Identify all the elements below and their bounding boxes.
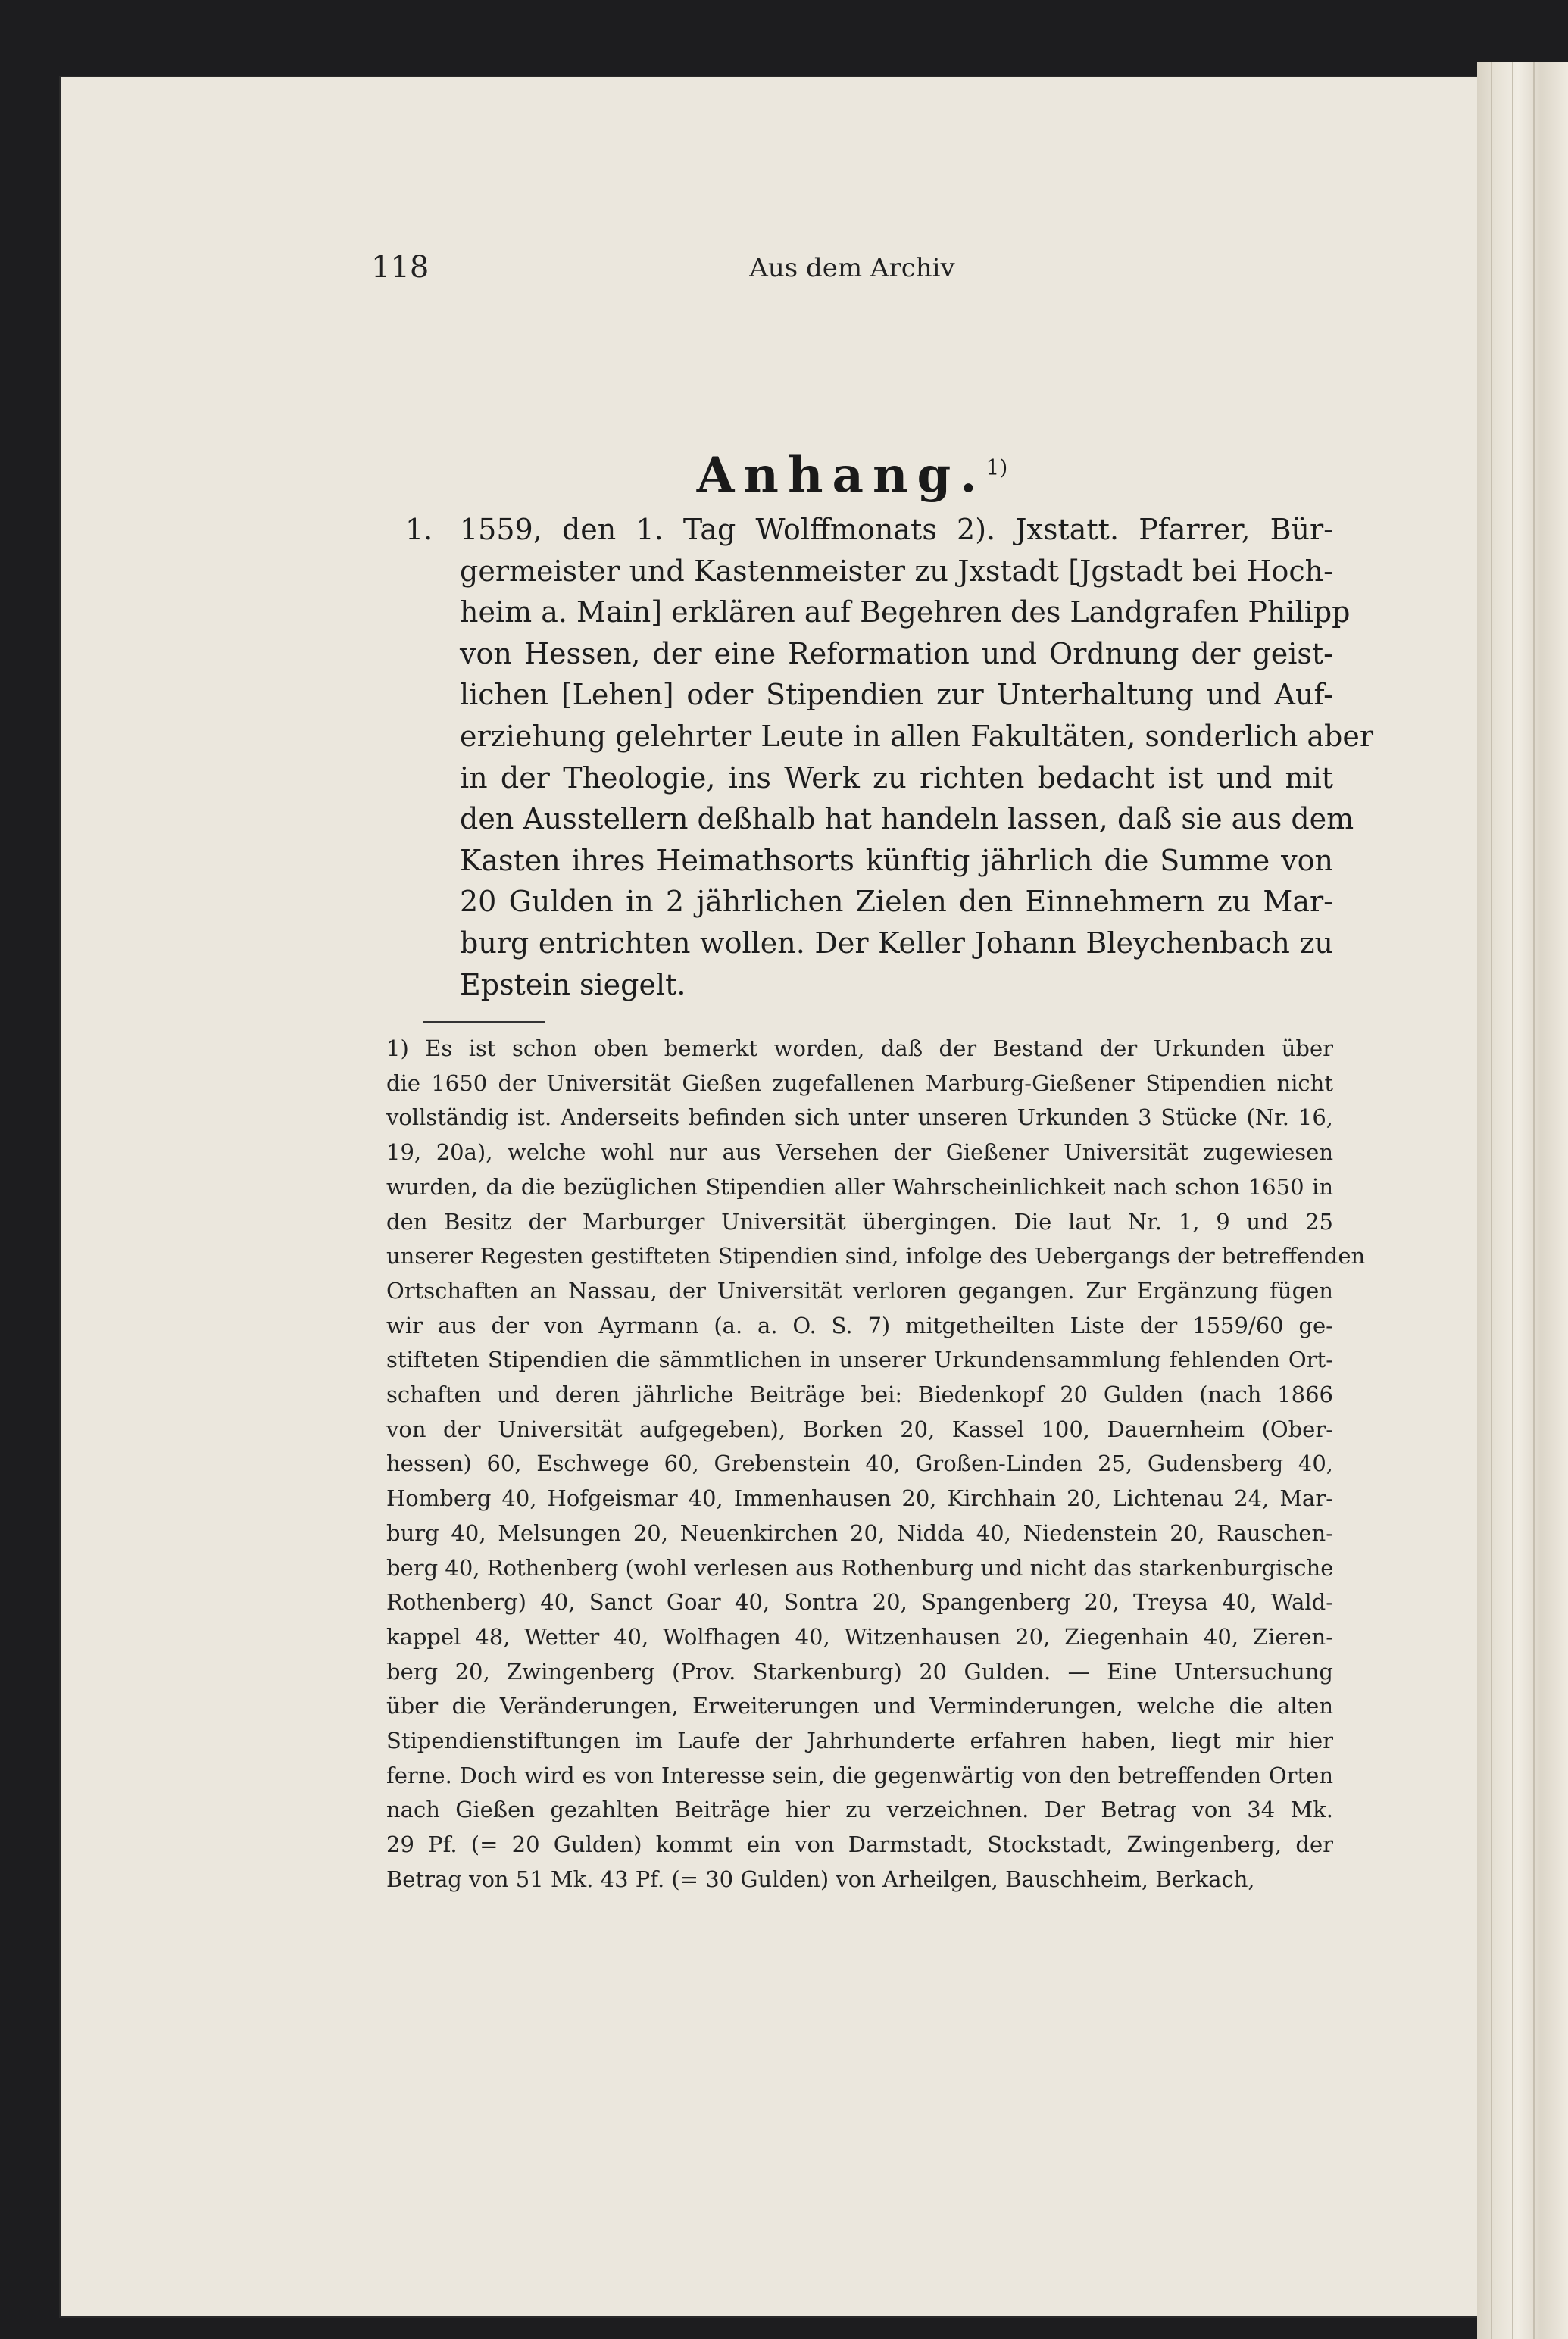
footnote-line: schaften und deren jährliche Beiträge bei: Biedenkopf 20 Gulden (nach 1866 [386, 1382, 1333, 1408]
footnote-line: hessen) 60, Eschwege 60, Grebenstein 40, Großen-Linden 25, Gudensberg 40, [386, 1451, 1333, 1477]
footnote-line: burg 40, Melsungen 20, Neuenkirchen 20, Nidda 40, Niedenstein 20, Rauschen- [386, 1519, 1333, 1546]
footnote-line: kappel 48, Wetter 40, Wolfhagen 40, Witzenhausen 20, Ziegenhain 40, Zieren- [386, 1623, 1333, 1650]
footnote-line: nach Gießen gezahlten Beiträge hier zu verzeichnen. Der Betrag von 34 Mk. [386, 1797, 1333, 1823]
entry-line: heim a. Main] erklären auf Begehren des Landgrafen Philipp [460, 595, 1351, 629]
entry-line: germeister und Kastenmeister zu Jxstadt [Jgstadt bei Hoch- [460, 554, 1333, 588]
regest-entry [405, 509, 1373, 1005]
footnote-line: Stipendienstiftungen im Laufe der Jahrhunderte erfahren haben, liegt mir hier [386, 1728, 1333, 1754]
entry-line: lichen [Lehen] oder Stipendien zur Unterhaltung und Auf- [460, 678, 1333, 712]
footnote-line: Homberg 40, Hofgeismar 40, Immenhausen 20, Kirchhain 20, Lichtenau 24, Mar- [386, 1485, 1333, 1512]
footnote-line: berg 20, Zwingenberg (Prov. Starkenburg) 20 Gulden. — Eine Untersuchung [386, 1658, 1333, 1685]
footnote-line: 29 Pf. (= 20 Gulden) kommt ein von Darmstadt, Stockstadt, Zwingenberg, der [386, 1832, 1333, 1858]
entry-line: Epstein siegelt. [460, 967, 686, 1001]
footnote-line: wir aus der von Ayrmann (a. a. O. S. 7) mitgetheilten Liste der 1559/60 ge- [386, 1312, 1333, 1338]
section-heading [371, 447, 1333, 504]
entry-line: den Ausstellern deßhalb hat handeln lassen, daß sie aus dem [460, 802, 1354, 836]
entry-line: in der Theologie, ins Werk zu richten bedacht ist und mit [460, 760, 1333, 795]
footnote-line: Betrag von 51 Mk. 43 Pf. (= 30 Gulden) von Arheilgen, Bauschheim, Berkach, [386, 1866, 1255, 1892]
entry-line: 20 Gulden in 2 jährlichen Zielen den Einnehmern zu Mar- [460, 885, 1333, 919]
entry-line: erziehung gelehrter Leute in allen Fakultäten, sonderlich aber [460, 719, 1373, 753]
footnote-line: 1) Es ist schon oben bemerkt worden, daß der Bestand der Urkunden über [386, 1035, 1333, 1061]
footnote [386, 1032, 1366, 1897]
footnote-line: 19, 20a), welche wohl nur aus Versehen der Gießener Universität zugewiesen [386, 1139, 1333, 1166]
page-header [371, 250, 1333, 295]
footnote-line: vollständig ist. Anderseits befinden sich unter unseren Urkunden 3 Stücke (Nr. 16, [386, 1104, 1333, 1131]
footnote-line: über die Veränderungen, Erweiterungen und Verminderungen, welche die alten [386, 1693, 1333, 1719]
footnote-line: Rothenberg) 40, Sanct Goar 40, Sontra 20, Spangenberg 20, Treysa 40, Wald- [386, 1589, 1333, 1616]
entry-line: Kasten ihres Heimathsorts künftig jährlich die Summe von [460, 843, 1333, 877]
footnote-line: stifteten Stipendien die sämmtlichen in unserer Urkundensammlung fehlenden Ort- [386, 1347, 1333, 1373]
footnote-line: den Besitz der Marburger Universität übergingen. Die laut Nr. 1, 9 und 25 [386, 1208, 1333, 1235]
heading-note-mark: 1) [985, 454, 1008, 480]
footnote-line: unserer Regesten gestifteten Stipendien sind, infolge des Uebergangs der betreffenden [386, 1243, 1366, 1269]
footnote-line: ferne. Doch wird es von Interesse sein, die gegenwärtig von den betreffenden Orten [386, 1762, 1333, 1788]
footnote-rule [423, 1021, 545, 1023]
footnote-line: die 1650 der Universität Gießen zugefallenen Marburg-Gießener Stipendien nicht [386, 1070, 1333, 1096]
entry-line: von Hessen, der eine Reformation und Ordnung der geist- [460, 636, 1333, 670]
footnote-line: wurden, da die bezüglichen Stipendien aller Wahrscheinlichkeit nach schon 1650 in [386, 1173, 1333, 1200]
page-edge [1477, 62, 1568, 2339]
footnote-line: von der Universität aufgegeben), Borken 20, Kassel 100, Dauernheim (Ober- [386, 1416, 1333, 1442]
heading-title: Anhang. [696, 447, 986, 504]
entry-number: 1. [405, 513, 433, 546]
entry-line: burg entrichten wollen. Der Keller Johann Bleychenbach zu [460, 926, 1333, 960]
running-title: Aus dem Archiv [749, 253, 955, 283]
footnote-line: Ortschaften an Nassau, der Universität verloren gegangen. Zur Ergänzung fügen [386, 1277, 1333, 1304]
footnote-line: berg 40, Rothenberg (wohl verlesen aus Rothenburg und nicht das starkenburgische [386, 1554, 1334, 1581]
entry-line: 1559, den 1. Tag Wolffmonats 2). Jxstatt. Pfarrer, Bür- [460, 513, 1333, 546]
page-number: 118 [371, 250, 429, 285]
